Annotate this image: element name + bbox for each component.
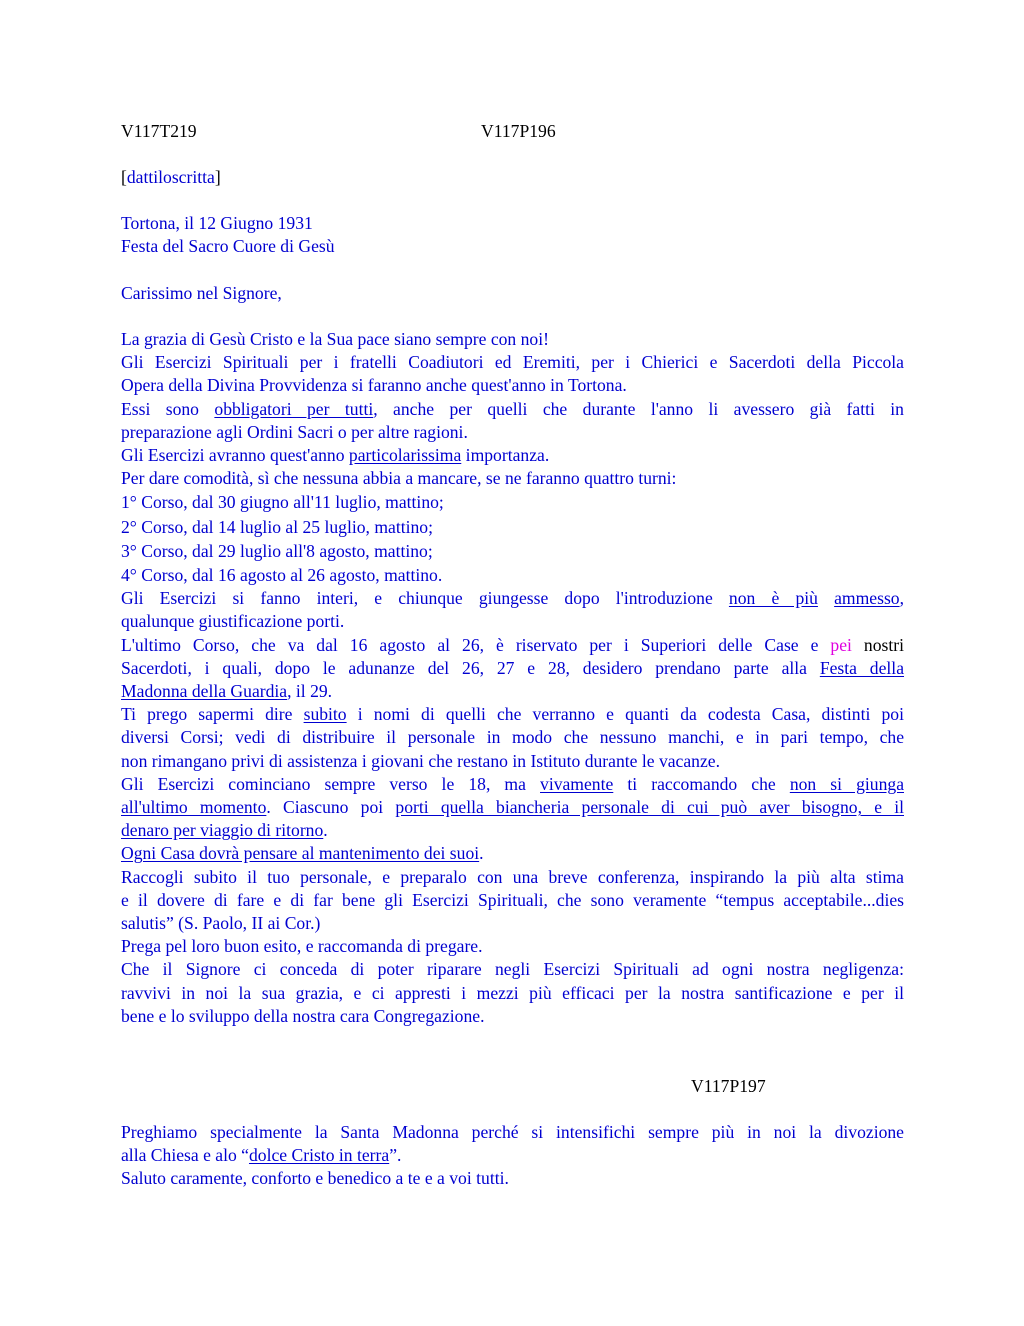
underlined-phrase: dolce Cristo in terra — [248, 1145, 390, 1166]
body-line: Sacerdoti, i quali, dopo le adunanze del 26, 27 e 28, desidero prendano parte alla Festa della — [121, 657, 905, 678]
highlighted-word: pei — [830, 634, 852, 655]
body-line: L'ultimo Corso, che va dal 16 agosto al 26, è riservato per i Superiori delle Case e pei nostri — [121, 634, 904, 655]
ref-code-p: V117P196 — [481, 121, 556, 141]
place-date: Tortona, il 12 Giugno 1931 — [121, 213, 313, 233]
body-line: non rimangano privi di assistenza i giovani che restano in Istituto durante le vacanze. — [121, 750, 720, 771]
body-line: e il dovere di fare e di far bene gli Esercizi Spirituali, che sono veramente “tempus acceptabile...dies — [121, 889, 904, 910]
body-line: qualunque giustificazione porti. — [121, 611, 345, 632]
underlined-phrase: subito — [303, 704, 347, 725]
body-line: all'ultimo momento. Ciascuno poi porti quella biancheria personale di cui può aver bisogno, e il — [121, 797, 904, 818]
body-line: Gli Esercizi si fanno interi, e chiunque giungesse dopo l'introduzione non è più ammesso, — [121, 588, 904, 609]
course-item: 1° Corso, dal 30 giugno all'11 luglio, mattino; — [121, 492, 444, 513]
closing-line: Preghiamo specialmente la Santa Madonna perché si intensifichi sempre più in noi la divozione — [121, 1122, 904, 1142]
body-line: ravvivi in noi la sua grazia, e ci appresti i mezzi più efficaci per la nostra santificazione e per il — [121, 982, 904, 1003]
body-line: Madonna della Guardia, il 29. — [121, 681, 333, 702]
body-line: Prega pel loro buon esito, e raccomanda di pregare. — [121, 936, 483, 957]
bracket-open: [ — [121, 167, 127, 187]
body-line: bene e lo sviluppo della nostra cara Congregazione. — [121, 1005, 485, 1026]
underlined-phrase: all'ultimo momento — [121, 797, 267, 818]
underlined-phrase: non si giunga — [789, 773, 904, 794]
doc-type: dattiloscritta — [126, 167, 215, 187]
body-line: Che il Signore ci conceda di poter riparare negli Esercizi Spirituali ad ogni nostra negligenza: — [121, 959, 904, 980]
underlined-phrase: non è più — [728, 588, 818, 609]
body-line: Gli Esercizi cominciano sempre verso le 18, ma vivamente ti raccomando che non si giunga — [121, 773, 904, 794]
course-item: 2° Corso, dal 14 luglio al 25 luglio, mattino; — [121, 516, 433, 537]
underlined-phrase: particolarissima — [348, 445, 462, 466]
body-line: La grazia di Gesù Cristo e la Sua pace siano sempre con noi! — [121, 329, 549, 349]
underlined-phrase: denaro per viaggio di ritorno — [121, 820, 324, 841]
body-line: denaro per viaggio di ritorno. — [121, 820, 328, 841]
salutation: Carissimo nel Signore, — [121, 283, 282, 303]
body-line: Opera della Divina Provvidenza si faranno anche quest'anno in Tortona. — [121, 375, 627, 396]
underlined-phrase: obbligatori per tutti — [214, 398, 374, 419]
body-line: diversi Corsi; vedi di distribuire il personale in modo che nessuno manchi, e in pari tempo, che — [121, 727, 904, 748]
feast-line: Festa del Sacro Cuore di Gesù — [121, 236, 335, 257]
course-item: 3° Corso, dal 29 luglio all'8 agosto, mattino; — [121, 540, 433, 561]
body-line: Gli Esercizi Spirituali per i fratelli Coadiutori ed Eremiti, per i Chierici e Sacerdoti della Piccola — [121, 352, 904, 373]
closing-line: Saluto caramente, conforto e benedico a te e a voi tutti. — [121, 1168, 509, 1189]
doc-type-line — [121, 166, 904, 189]
body-line: Ti prego sapermi dire subito i nomi di quelli che verranno e quanti da codesta Casa, distinti poi — [121, 704, 904, 725]
bracket-close: ] — [214, 167, 221, 187]
underlined-phrase: Festa della — [819, 657, 905, 678]
course-item: 4° Corso, dal 16 agosto al 26 agosto, mattino. — [121, 565, 443, 586]
underlined-phrase: porti quella biancheria personale di cui può aver bisogno, e il — [395, 797, 904, 818]
body-line: Essi sono obbligatori per tutti, anche per quelli che durante l'anno li avessero già fatti in — [121, 398, 904, 419]
body-line: Per dare comodità, sì che nessuna abbia a mancare, se ne faranno quattro turni: — [121, 468, 677, 489]
closing-line: alla Chiesa e alo “dolce Cristo in terra”. — [121, 1145, 402, 1166]
underlined-phrase: ammesso — [834, 588, 900, 609]
dateline — [121, 212, 904, 258]
body-line: salutis” (S. Paolo, II ai Cor.) — [121, 913, 321, 934]
body-line: Ogni Casa dovrà pensare al mantenimento dei suoi. — [121, 843, 484, 864]
ref-code-p2: V117P197 — [691, 1076, 766, 1096]
closing — [121, 1121, 904, 1191]
ref-code-t: V117T219 — [121, 121, 197, 141]
body-line: preparazione agli Ordini Sacri o per altre ragioni. — [121, 421, 468, 442]
underlined-phrase: vivamente — [540, 773, 614, 794]
body-line: Raccogli subito il tuo personale, e preparalo con una breve conferenza, inspirando la più alta stima — [121, 866, 904, 887]
underlined-phrase: Ogni Casa dovrà pensare al mantenimento dei suoi — [121, 843, 480, 864]
body-line: Gli Esercizi avranno quest'anno particolarissima importanza. — [121, 445, 550, 466]
letter-body — [121, 328, 904, 1028]
underlined-phrase: Madonna della Guardia — [121, 681, 288, 702]
